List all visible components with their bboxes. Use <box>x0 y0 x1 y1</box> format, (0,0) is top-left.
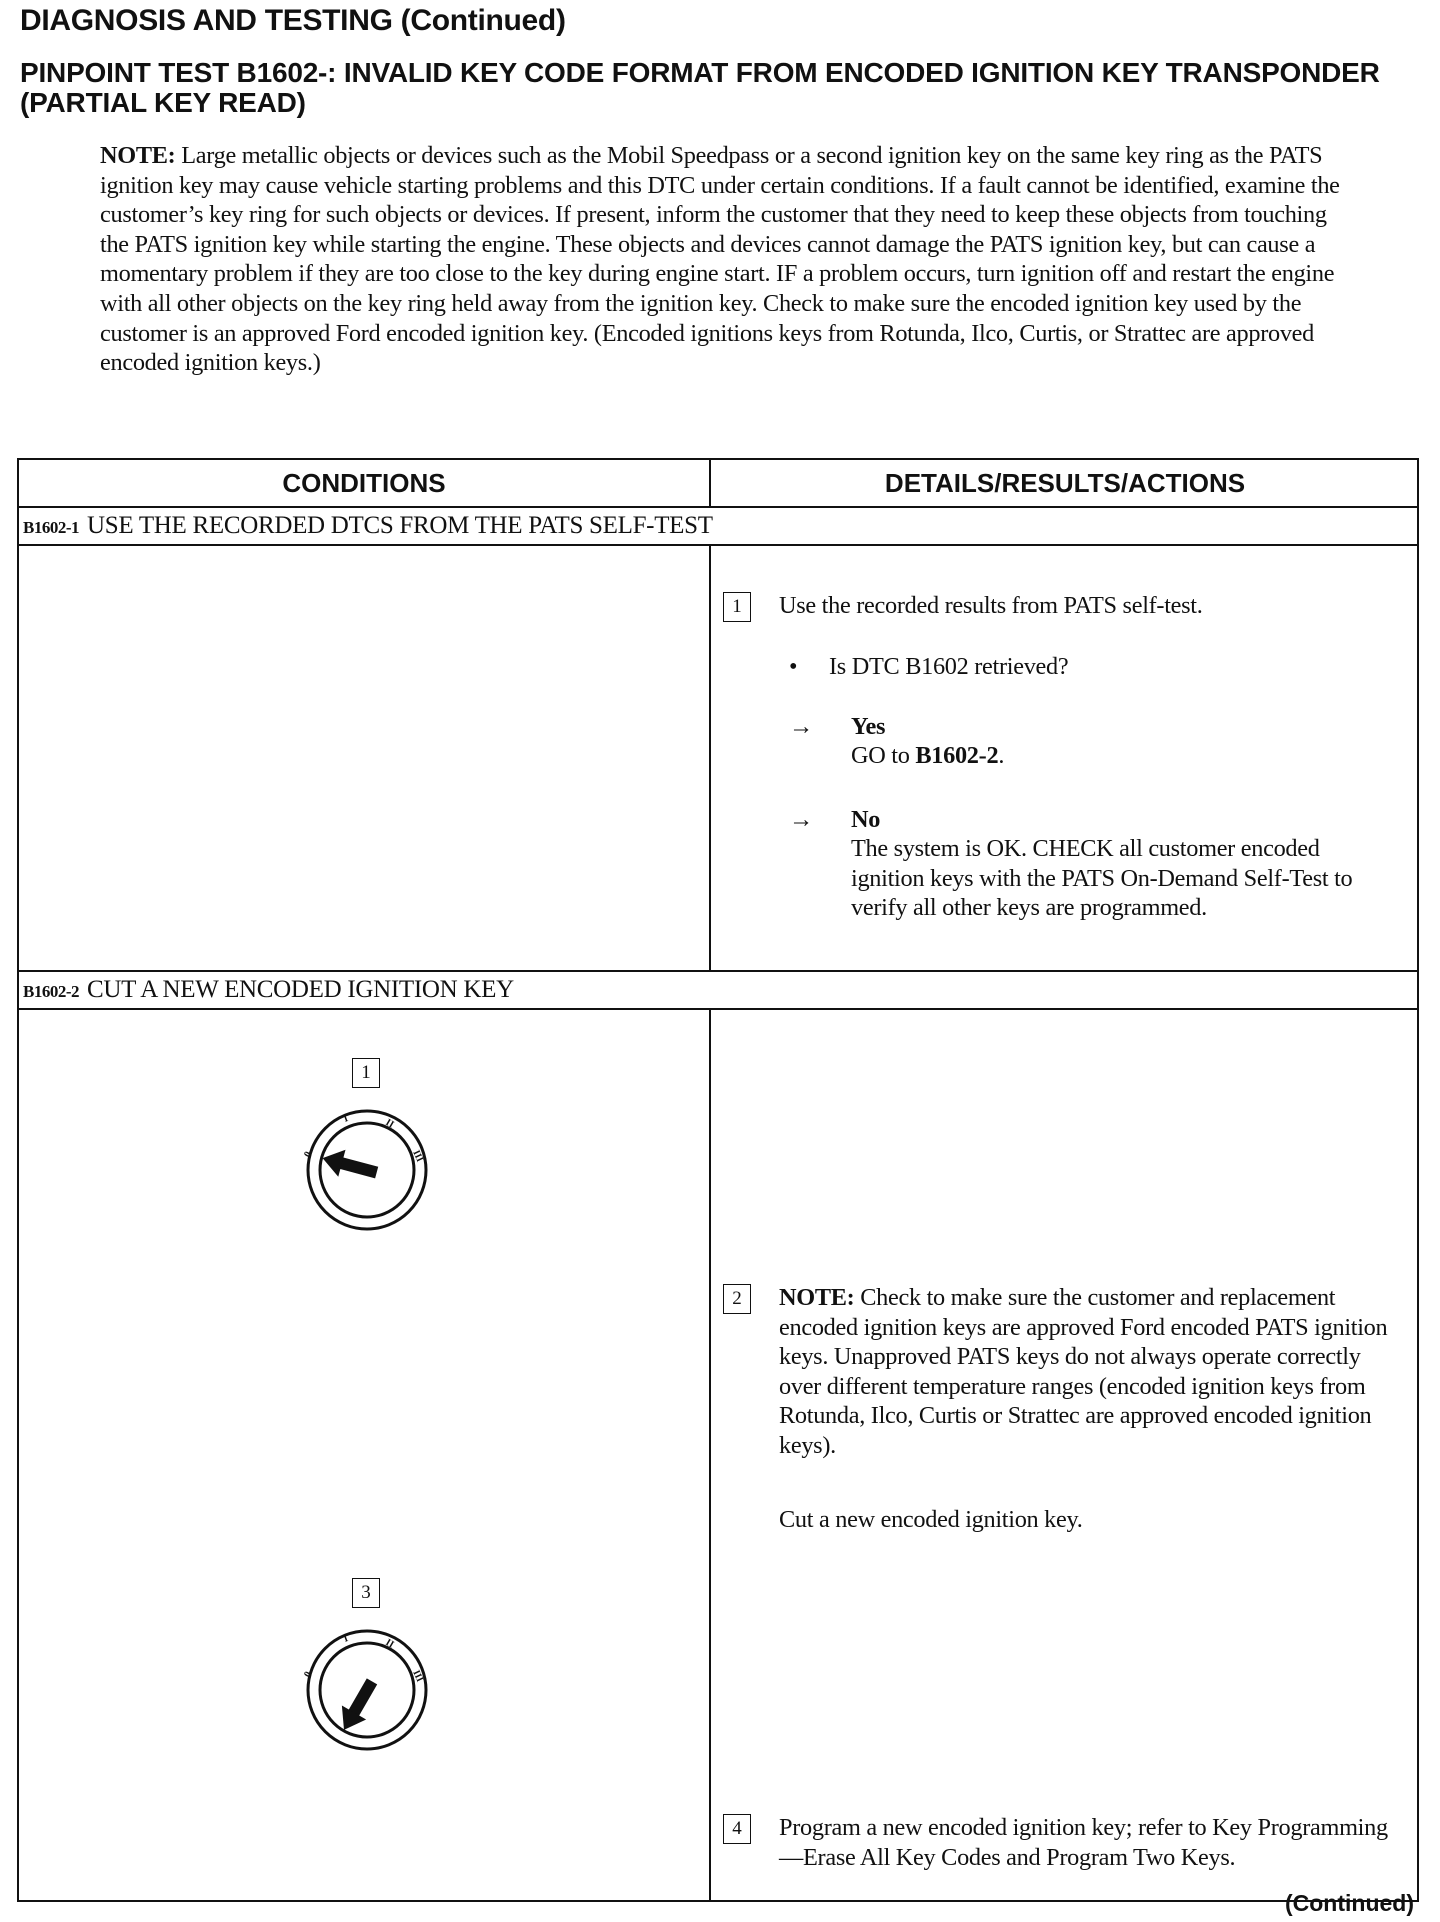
figure-number-box: 1 <box>352 1058 380 1088</box>
step-title: CUT A NEW ENCODED IGNITION KEY <box>87 976 514 1003</box>
page-header: DIAGNOSIS AND TESTING (Continued) <box>20 4 566 37</box>
yes-text: GO to <box>851 742 910 769</box>
pinpoint-test-title: PINPOINT TEST B1602-: INVALID KEY CODE FORMAT FROM ENCODED IGNITION KEY TRANSPONDER (PARTIAL KEY READ) <box>20 57 1380 118</box>
column-divider <box>709 1008 711 1900</box>
action-text: Use the recorded results from PATS self-test. <box>779 592 1203 619</box>
action-question: Is DTC B1602 retrieved? <box>829 653 1069 680</box>
note-block <box>100 141 1350 378</box>
no-result: The system is OK. CHECK all customer encoded ignition keys with the PATS On-Demand Self-Test to verify all other keys are programmed. <box>851 835 1353 921</box>
position-mark: 0 <box>302 1149 315 1160</box>
key-pointer-icon <box>319 1145 380 1187</box>
arrow-right-icon: → <box>789 713 813 740</box>
column-divider <box>709 460 711 506</box>
table-divider <box>19 1008 1417 1010</box>
no-label: No <box>851 806 881 833</box>
yes-label: Yes <box>851 713 886 740</box>
details-column-header: DETAILS/RESULTS/ACTIONS <box>884 468 1246 498</box>
position-mark: III <box>410 1148 426 1164</box>
ignition-switch-figure-1 <box>297 1100 437 1240</box>
action-text: Cut a new encoded ignition key. <box>779 1506 1083 1533</box>
yes-target-link[interactable]: B1602-2 <box>915 742 999 769</box>
step-title: USE THE RECORDED DTCS FROM THE PATS SELF-TEST <box>87 512 713 539</box>
action-number-box: 1 <box>723 592 751 622</box>
yes-text-suffix: . <box>998 742 1005 769</box>
table-divider <box>19 544 1417 546</box>
bullet-icon: • <box>789 653 798 680</box>
pinpoint-test-table <box>17 458 1419 1902</box>
action-number-box: 4 <box>723 1814 751 1844</box>
note-label: NOTE: <box>779 1284 855 1311</box>
position-mark: I <box>342 1113 350 1125</box>
note-text: Large metallic objects or devices such as the Mobil Speedpass or a second ignition key on the same key ring as the PATS ignition key may cause vehicle starting problems and this DTC under certain conditions. If a fault cannot be identified, examine the customer’s key ring for such objects or devices. If present, inform the customer that they need to keep these objects from touching the PATS ignition key while starting the engine. These objects and devices cannot damage the PATS ignition key, but can cause a momentary problem if they are too close to the key during engine start. IF a problem occurs, turn ignition off and restart the engine with all other objects on the key ring held away from the ignition key. Check to make sure the encoded ignition key used by the customer is an approved Ford encoded ignition key. (Encoded ignitions keys from Rotunda, Ilco, Curtis, or Strattec are approved encoded ignition keys.) <box>100 142 1340 377</box>
position-mark: II <box>383 1637 396 1651</box>
action-text: Program a new encoded ignition key; refer to Key Programming—Erase All Key Codes and Program Two Keys. <box>779 1814 1388 1871</box>
position-mark: I <box>342 1633 350 1645</box>
step-header-b1602-2 <box>19 970 1417 1008</box>
position-mark: II <box>383 1117 396 1131</box>
yes-result <box>851 741 1391 771</box>
position-mark: III <box>410 1668 426 1684</box>
step-code: B1602-1 <box>23 518 79 537</box>
position-mark: 0 <box>302 1669 315 1680</box>
ignition-switch-figure-3 <box>297 1620 437 1760</box>
note-text: Check to make sure the customer and replacement encoded ignition keys are approved Ford encoded PATS ignition keys. Unapproved PATS keys do not always operate correctly over different temperature ranges (encoded ignition keys from Rotunda, Ilco, Curtis or Strattec are approved encoded ignition keys). <box>779 1284 1388 1459</box>
step-code: B1602-2 <box>23 982 79 1001</box>
step-header-b1602-1 <box>19 506 1417 544</box>
conditions-column-header: CONDITIONS <box>282 468 446 498</box>
note-label: NOTE: <box>100 142 176 169</box>
arrow-right-icon: → <box>789 806 813 833</box>
action-note <box>779 1283 1404 1460</box>
column-divider <box>709 544 711 970</box>
figure-number-box: 3 <box>352 1578 380 1608</box>
action-number-box: 2 <box>723 1284 751 1314</box>
continued-footer: (Continued) <box>1284 1890 1414 1916</box>
